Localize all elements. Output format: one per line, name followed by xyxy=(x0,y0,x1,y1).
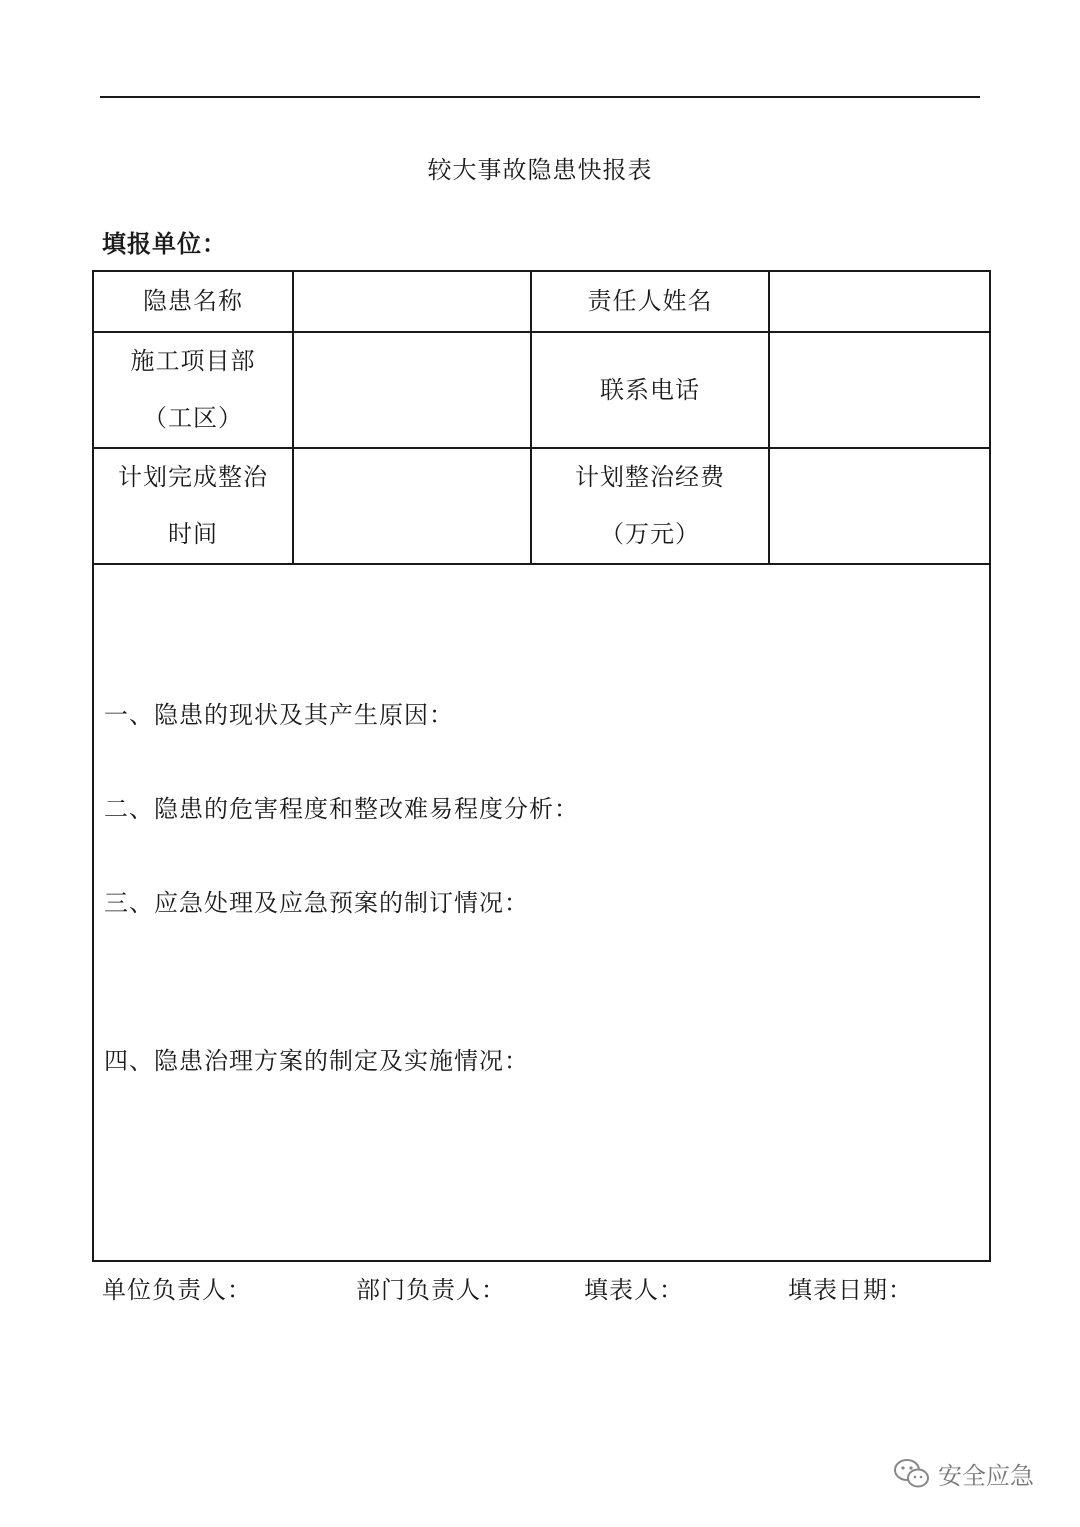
planned-time-label-cell xyxy=(93,448,293,564)
details-cell[interactable] xyxy=(93,564,990,1261)
table-row xyxy=(93,332,990,448)
fill-date-label: 填表日期： xyxy=(788,1276,913,1304)
contact-phone-label-cell xyxy=(531,332,769,448)
table-row xyxy=(93,448,990,564)
project-dept-label-line1: 施工项目部 xyxy=(130,347,256,375)
planned-cost-label-cell xyxy=(531,448,769,564)
project-dept-field[interactable] xyxy=(293,332,531,448)
planned-cost-field[interactable] xyxy=(769,448,990,564)
project-dept-label-line2: （工区） xyxy=(143,404,243,432)
planned-time-label-line1: 计划完成整治 xyxy=(118,463,268,491)
table-row xyxy=(93,271,990,332)
planned-time-label-line2: 时间 xyxy=(168,520,218,548)
wechat-icon xyxy=(892,1457,932,1491)
project-dept-label-cell xyxy=(93,332,293,448)
section-hazard-analysis: 二、隐患的危害程度和整改难易程度分析： xyxy=(104,795,579,823)
dept-head-label: 部门负责人： xyxy=(356,1276,506,1304)
reporting-unit-label: 填报单位： xyxy=(102,230,227,258)
contact-phone-field[interactable] xyxy=(769,332,990,448)
filler-label: 填表人： xyxy=(584,1276,684,1304)
report-form-table xyxy=(92,270,991,1262)
watermark-text: 安全应急 xyxy=(938,1462,1034,1490)
planned-cost-label-line1: 计划整治经费 xyxy=(575,463,725,491)
unit-head-label: 单位负责人： xyxy=(102,1276,252,1304)
section-current-status: 一、隐患的现状及其产生原因： xyxy=(104,701,454,729)
section-treatment-plan: 四、隐患治理方案的制定及实施情况： xyxy=(104,1047,529,1075)
responsible-person-label: 责任人姓名 xyxy=(587,287,713,315)
responsible-person-label-cell xyxy=(531,271,769,332)
watermark xyxy=(892,1456,1034,1491)
section-emergency-plan: 三、应急处理及应急预案的制订情况： xyxy=(104,889,529,917)
hazard-name-label-cell xyxy=(93,271,293,332)
contact-phone-label: 联系电话 xyxy=(600,375,700,404)
hazard-name-field[interactable] xyxy=(293,271,531,332)
hazard-name-label: 隐患名称 xyxy=(143,287,243,315)
document-title: 较大事故隐患快报表 xyxy=(427,156,653,184)
planned-time-field[interactable] xyxy=(293,448,531,564)
table-row xyxy=(93,564,990,1261)
planned-cost-label-line2: （万元） xyxy=(600,520,700,548)
top-rule xyxy=(100,96,980,98)
responsible-person-field[interactable] xyxy=(769,271,990,332)
